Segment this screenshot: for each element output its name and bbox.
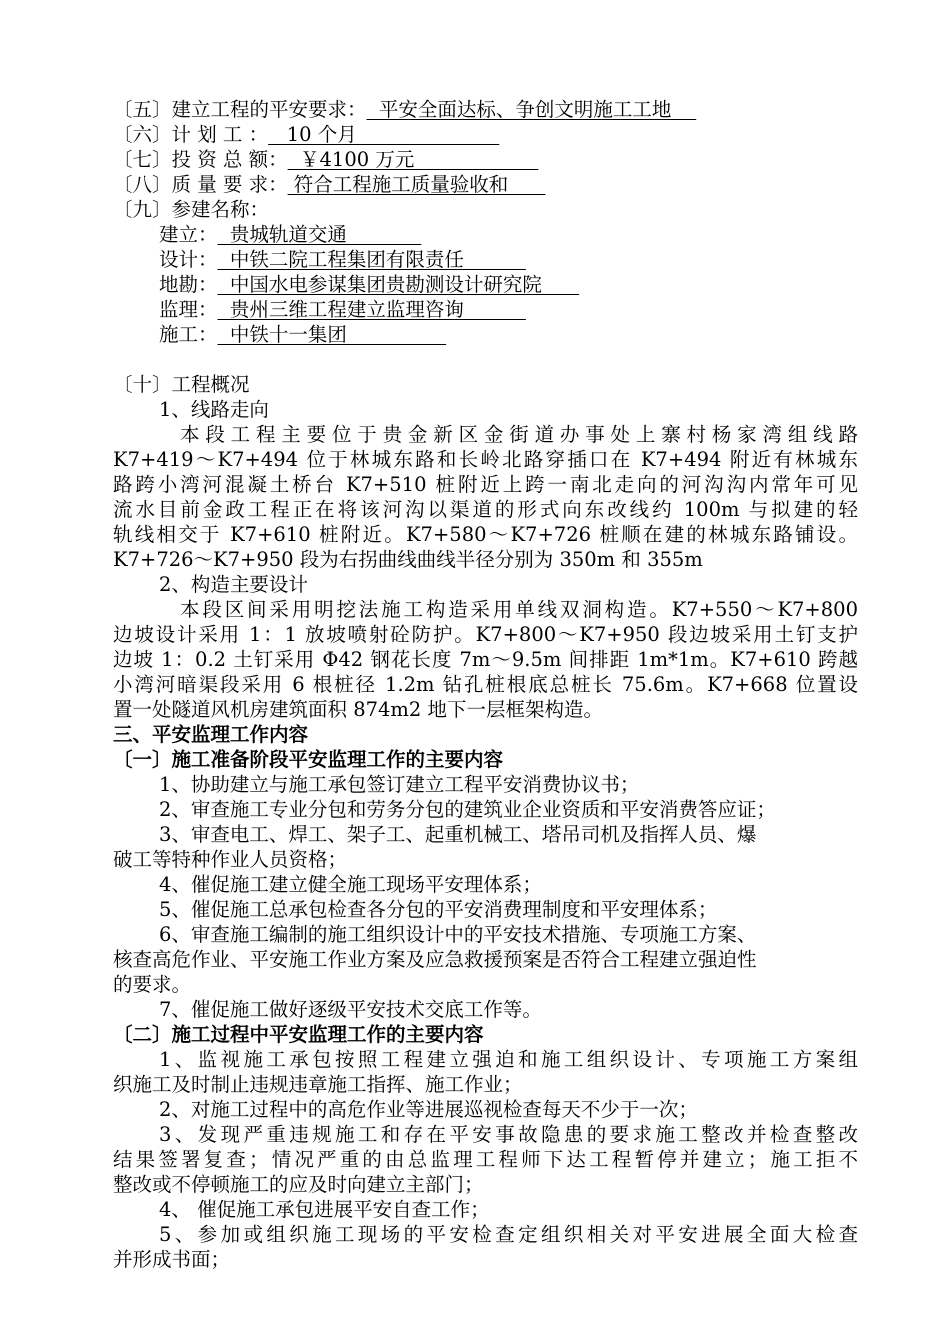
route-paragraph-line: 流水目前金政工程正在将该河沟以渠道的形式向东改线约 100m 与拟建的轻 bbox=[113, 498, 858, 521]
preparation-item: 3、审查电工、焊工、架子工、起重机械工、塔吊司机及指挥人员、爆 bbox=[159, 823, 757, 846]
construction-item: 4、 催促施工承包进展平安自查工作； bbox=[159, 1198, 490, 1221]
structure-paragraph-line: 本段区间采用明挖法施工构造采用单线双洞构造。K7+550～K7+800 bbox=[180, 598, 858, 621]
construction-item: 结果签署复查；情况严重的由总监理工程师下达工程暂停并建立；施工拒不 bbox=[113, 1148, 858, 1171]
participant-survey bbox=[159, 273, 579, 297]
structure-paragraph-line: 置一处隧道风机房建筑面积 874m2 地下一层框架构造。 bbox=[113, 698, 604, 721]
preparation-item: 7、催促施工做好逐级平安技术交底工作等。 bbox=[159, 998, 542, 1021]
structure-paragraph-line: 边坡设计采用 1：1 放坡喷射砼防护。K7+800～K7+950 段边坡采用土钉支护 bbox=[113, 623, 858, 646]
preparation-item: 4、催促施工建立健全施工现场平安理体系； bbox=[159, 873, 542, 896]
construction-item: 整改或不停顿施工的应及时向建立主部门； bbox=[113, 1173, 484, 1196]
participant-owner bbox=[159, 223, 421, 247]
participant-label: 建立： bbox=[159, 223, 218, 246]
construction-item: 并形成书面； bbox=[113, 1248, 231, 1271]
preparation-item: 5、催促施工总承包检查各分包的平安消费理制度和平安理体系； bbox=[159, 898, 718, 921]
participant-supervisor bbox=[159, 298, 526, 322]
investment-value: ￥4100 万元 bbox=[287, 148, 539, 171]
route-paragraph-line: 本段工程主要位于贵金新区金街道办事处上寨村杨家湾组线路 bbox=[180, 423, 858, 446]
participant-label: 地勘： bbox=[159, 273, 218, 296]
participant-label: 设计： bbox=[159, 248, 218, 271]
construction-item: 1、监视施工承包按照工程建立强迫和施工组织设计、专项施工方案组 bbox=[159, 1048, 858, 1071]
construction-item: 5、参加或组织施工现场的平安检查定组织相关对平安进展全面大检查 bbox=[159, 1223, 858, 1246]
participant-label: 监理： bbox=[159, 298, 218, 321]
schedule-value: 10 个月 bbox=[268, 123, 500, 146]
preparation-item: 6、审查施工编制的施工组织设计中的平安技术措施、专项施工方案、 bbox=[159, 923, 757, 946]
participant-design bbox=[159, 248, 526, 272]
participant-value: 贵州三维工程建立监理咨询 bbox=[217, 298, 526, 321]
requirement-line bbox=[113, 98, 696, 122]
construction-item: 2、对施工过程中的高危作业等进展巡视检查每天不少于一次； bbox=[159, 1098, 698, 1121]
participant-label: 施工： bbox=[159, 323, 218, 346]
route-subheading: 1、线路走向 bbox=[159, 398, 269, 421]
quality-line bbox=[113, 173, 546, 197]
participant-value: 中铁十一集团 bbox=[217, 323, 447, 346]
participants-heading: 〔九〕参建名称： bbox=[113, 198, 270, 221]
quality-label: 〔八〕质 量 要 求： bbox=[113, 173, 288, 196]
preparation-item: 的要求。 bbox=[113, 973, 192, 996]
construction-item: 3、发现严重违规施工和存在平安事故隐患的要求施工整改并检查整改 bbox=[159, 1123, 858, 1146]
preparation-heading: 〔一〕施工准备阶段平安监理工作的主要内容 bbox=[113, 748, 504, 771]
structure-paragraph-line: 边坡 1：0.2 土钉采用 Φ42 钢花长度 7m～9.5m 间排距 1m*1m。K7+610 跨越 bbox=[113, 648, 858, 671]
schedule-label: 〔六〕计 划 工 ： bbox=[113, 123, 269, 146]
participant-value: 中铁二院工程集团有限责任 bbox=[217, 248, 526, 271]
structure-subheading: 2、构造主要设计 bbox=[159, 573, 308, 596]
route-paragraph-line: 轨线相交于 K7+610 桩附近。K7+580～K7+726 桩顺在建的林城东路铺设。 bbox=[113, 523, 858, 546]
investment-line bbox=[113, 148, 538, 172]
route-paragraph-line: K7+726～K7+950 段为右拐曲线曲线半径分别为 350m 和 355m bbox=[113, 548, 703, 571]
requirement-value: 平安全面达标、争创文明施工工地 bbox=[366, 98, 697, 121]
section-heading: 三、平安监理工作内容 bbox=[113, 723, 309, 746]
investment-label: 〔七〕投 资 总 额： bbox=[113, 148, 288, 171]
requirement-label: 〔五〕建立工程的平安要求： bbox=[113, 98, 367, 121]
preparation-item: 破工等特种作业人员资格； bbox=[113, 848, 348, 871]
preparation-item: 1、协助建立与施工承包签订建立工程平安消费协议书； bbox=[159, 773, 640, 796]
participant-contractor bbox=[159, 323, 446, 347]
quality-value: 符合工程施工质量验收和 bbox=[287, 173, 546, 196]
construction-heading: 〔二〕施工过程中平安监理工作的主要内容 bbox=[113, 1023, 484, 1046]
preparation-item: 核查高危作业、平安施工作业方案及应急救援预案是否符合工程建立强迫性 bbox=[113, 948, 757, 971]
participant-value: 中国水电参谋集团贵勘测设计研究院 bbox=[217, 273, 580, 296]
overview-heading: 〔十〕工程概况 bbox=[113, 373, 250, 396]
preparation-item: 2、审查施工专业分包和劳务分包的建筑业企业资质和平安消费答应证； bbox=[159, 798, 776, 821]
construction-item: 织施工及时制止违规违章施工指挥、施工作业； bbox=[113, 1073, 523, 1096]
route-paragraph-line: K7+419～K7+494 位于林城东路和长岭北路穿插口在 K7+494 附近有林城东 bbox=[113, 448, 858, 471]
structure-paragraph-line: 小湾河暗渠段采用 6 根桩径 1.2m 钻孔桩根底总桩长 75.6m。K7+668 位置设 bbox=[113, 673, 858, 696]
route-paragraph-line: 路跨小湾河混凝土桥台 K7+510 桩附近上跨一南北走向的河沟沟内常年可见 bbox=[113, 473, 858, 496]
schedule-line bbox=[113, 123, 499, 147]
participant-value: 贵城轨道交通 bbox=[217, 223, 422, 246]
